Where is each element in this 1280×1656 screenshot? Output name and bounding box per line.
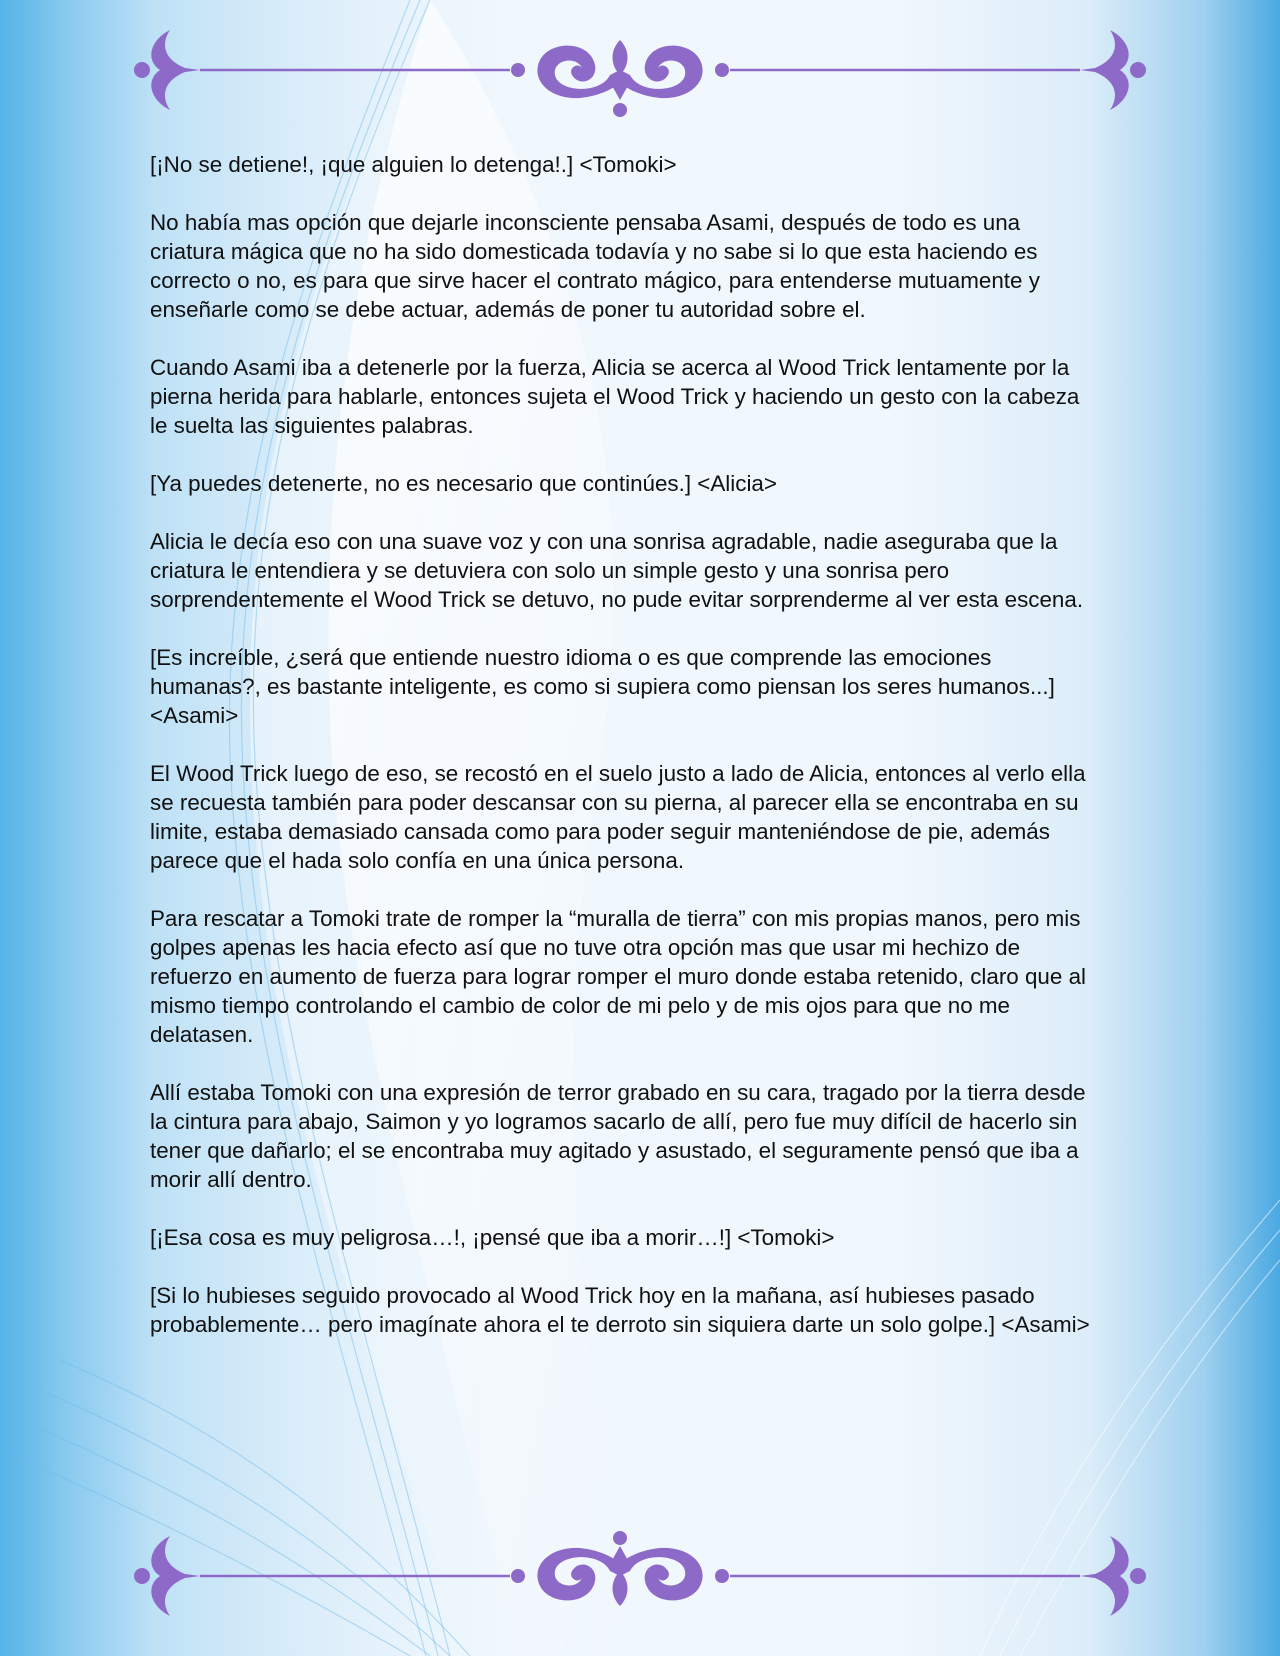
paragraph: [¡Esa cosa es muy peligrosa…!, ¡pensé que iba a morir…!] <Tomoki> xyxy=(150,1225,835,1250)
document-body xyxy=(150,150,1095,1368)
paragraph: Para rescatar a Tomoki trate de romper la “muralla de tierra” con mis propias manos, pero mis golpes apenas les hacia efecto así que no tuve otra opción mas que usar mi hechizo de refuerzo en aumento de fuerza para lograr romper el muro donde estaba retenido, claro que al mismo tiempo controlando el cambio de color de mi pelo y de mis ojos para que no me delatasen. xyxy=(150,906,1086,1047)
paragraph: El Wood Trick luego de eso, se recostó en el suelo justo a lado de Alicia, entonces al verlo ella se recuesta también para poder descansar con su pierna, al parecer ella se encontraba en su limite, estaba demasiado cansada como para poder seguir manteniéndose de pie, además parece que el hada solo confía en una única persona. xyxy=(150,761,1086,873)
paragraph: [Es increíble, ¿será que entiende nuestro idioma o es que comprende las emociones humanas?, es bastante inteligente, es como si supiera como piensan los seres humanos...] <Asami> xyxy=(150,645,1055,728)
bottom-ornament-icon xyxy=(130,1526,1150,1626)
paragraph: [¡No se detiene!, ¡que alguien lo detenga!.] <Tomoki> xyxy=(150,152,677,177)
paragraph: Cuando Asami iba a detenerle por la fuerza, Alicia se acerca al Wood Trick lentamente por la pierna herida para hablarle, entonces sujeta el Wood Trick y haciendo un gesto con la cabeza le suelta las siguientes palabras. xyxy=(150,355,1080,438)
paragraph: [Ya puedes detenerte, no es necesario que continúes.] <Alicia> xyxy=(150,471,777,496)
paragraph: Allí estaba Tomoki con una expresión de terror grabado en su cara, tragado por la tierra desde la cintura para abajo, Saimon y yo logramos sacarlo de allí, pero fue muy difícil de hacerlo sin tener que dañarlo; el se encontraba muy agitado y asustado, el seguramente pensó que iba a morir allí dentro. xyxy=(150,1080,1086,1192)
top-ornament-icon xyxy=(130,20,1150,120)
paragraph: [Si lo hubieses seguido provocado al Wood Trick hoy en la mañana, así hubieses pasado probablemente… pero imagínate ahora el te derroto sin siquiera darte un solo golpe.] <Asami> xyxy=(150,1283,1090,1337)
paragraph: Alicia le decía eso con una suave voz y con una sonrisa agradable, nadie aseguraba que la criatura le entendiera y se detuviera con solo un simple gesto y una sonrisa pero sorprendentemente el Wood Trick se detuvo, no pude evitar sorprenderme al ver esta escena. xyxy=(150,529,1084,612)
paragraph: No había mas opción que dejarle inconsciente pensaba Asami, después de todo es una criatura mágica que no ha sido domesticada todavía y no sabe si lo que esta haciendo es correcto o no, es para que sirve hacer el contrato mágico, para entenderse mutuamente y enseñarle como se debe actuar, además de poner tu autoridad sobre el. xyxy=(150,210,1040,322)
